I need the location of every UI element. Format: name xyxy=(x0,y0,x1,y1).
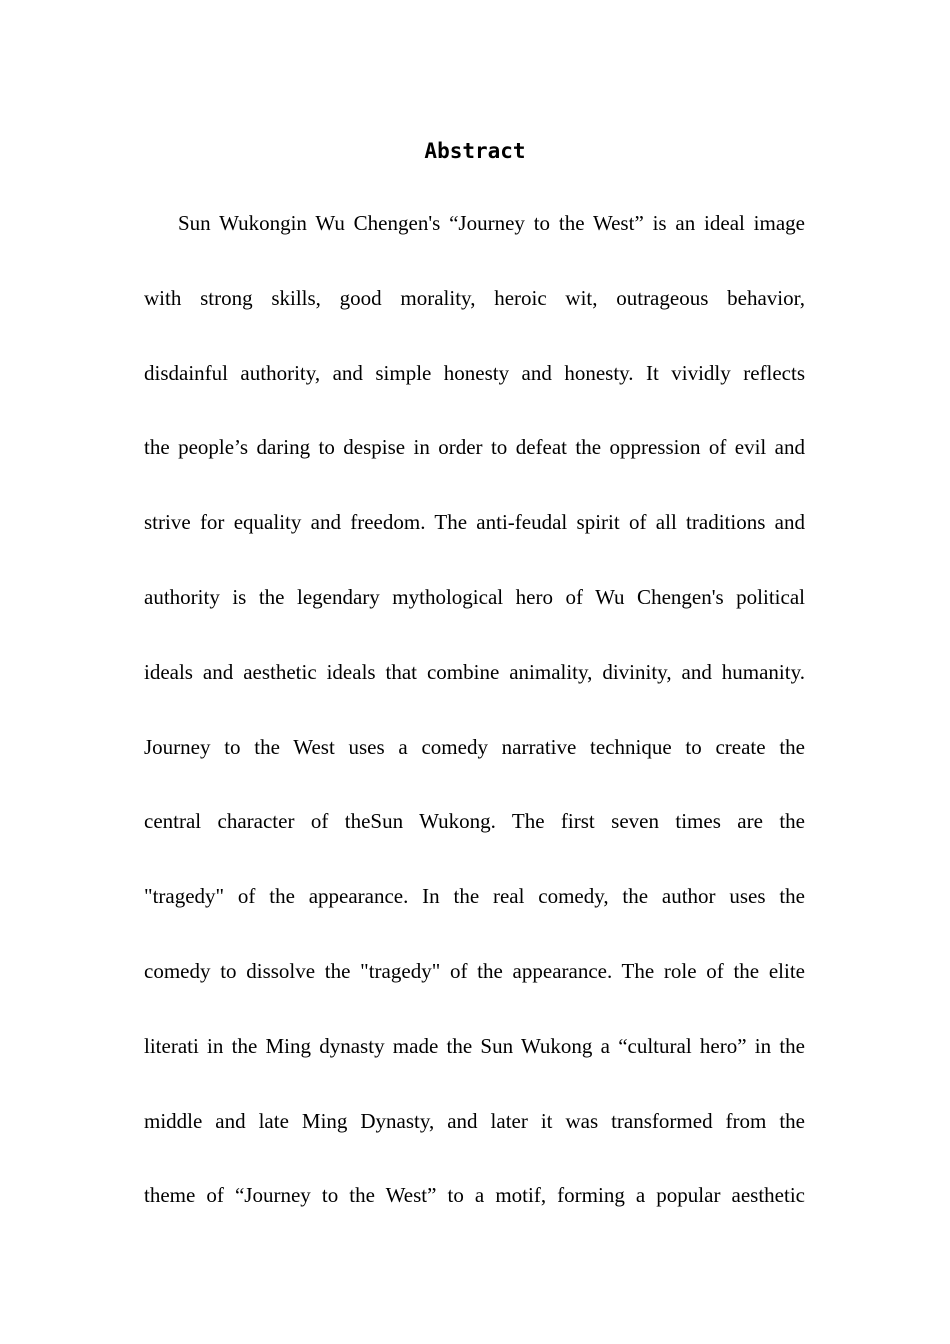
abstract-line: Journey to the West uses a comedy narrative technique to create the xyxy=(144,734,805,759)
page-title: Abstract xyxy=(424,139,526,163)
abstract-body xyxy=(144,186,805,1233)
abstract-line: comedy to dissolve the "tragedy" of the appearance. The role of the elite xyxy=(144,958,805,983)
abstract-line: disdainful authority, and simple honesty and honesty. It vividly reflects xyxy=(144,360,805,385)
abstract-line: Sun Wukongin Wu Chengen's “Journey to the West” is an ideal image xyxy=(178,211,805,235)
abstract-line: ideals and aesthetic ideals that combine animality, divinity, and humanity. xyxy=(144,659,805,684)
abstract-line: with strong skills, good morality, heroic wit, outrageous behavior, xyxy=(144,285,805,310)
abstract-line: "tragedy" of the appearance. In the real comedy, the author uses the xyxy=(144,884,805,909)
abstract-line: theme of “Journey to the West” to a motif, forming a popular aesthetic xyxy=(144,1183,805,1208)
abstract-line: literati in the Ming dynasty made the Sun Wukong a “cultural hero” in the xyxy=(144,1033,805,1058)
abstract-line: strive for equality and freedom. The anti-feudal spirit of all traditions and xyxy=(144,510,805,535)
abstract-line: authority is the legendary mythological hero of Wu Chengen's political xyxy=(144,584,805,609)
abstract-line: middle and late Ming Dynasty, and later it was transformed from the xyxy=(144,1108,805,1133)
abstract-line: central character of theSun Wukong. The first seven times are the xyxy=(144,809,805,834)
abstract-line: the people’s daring to despise in order to defeat the oppression of evil and xyxy=(144,435,805,460)
